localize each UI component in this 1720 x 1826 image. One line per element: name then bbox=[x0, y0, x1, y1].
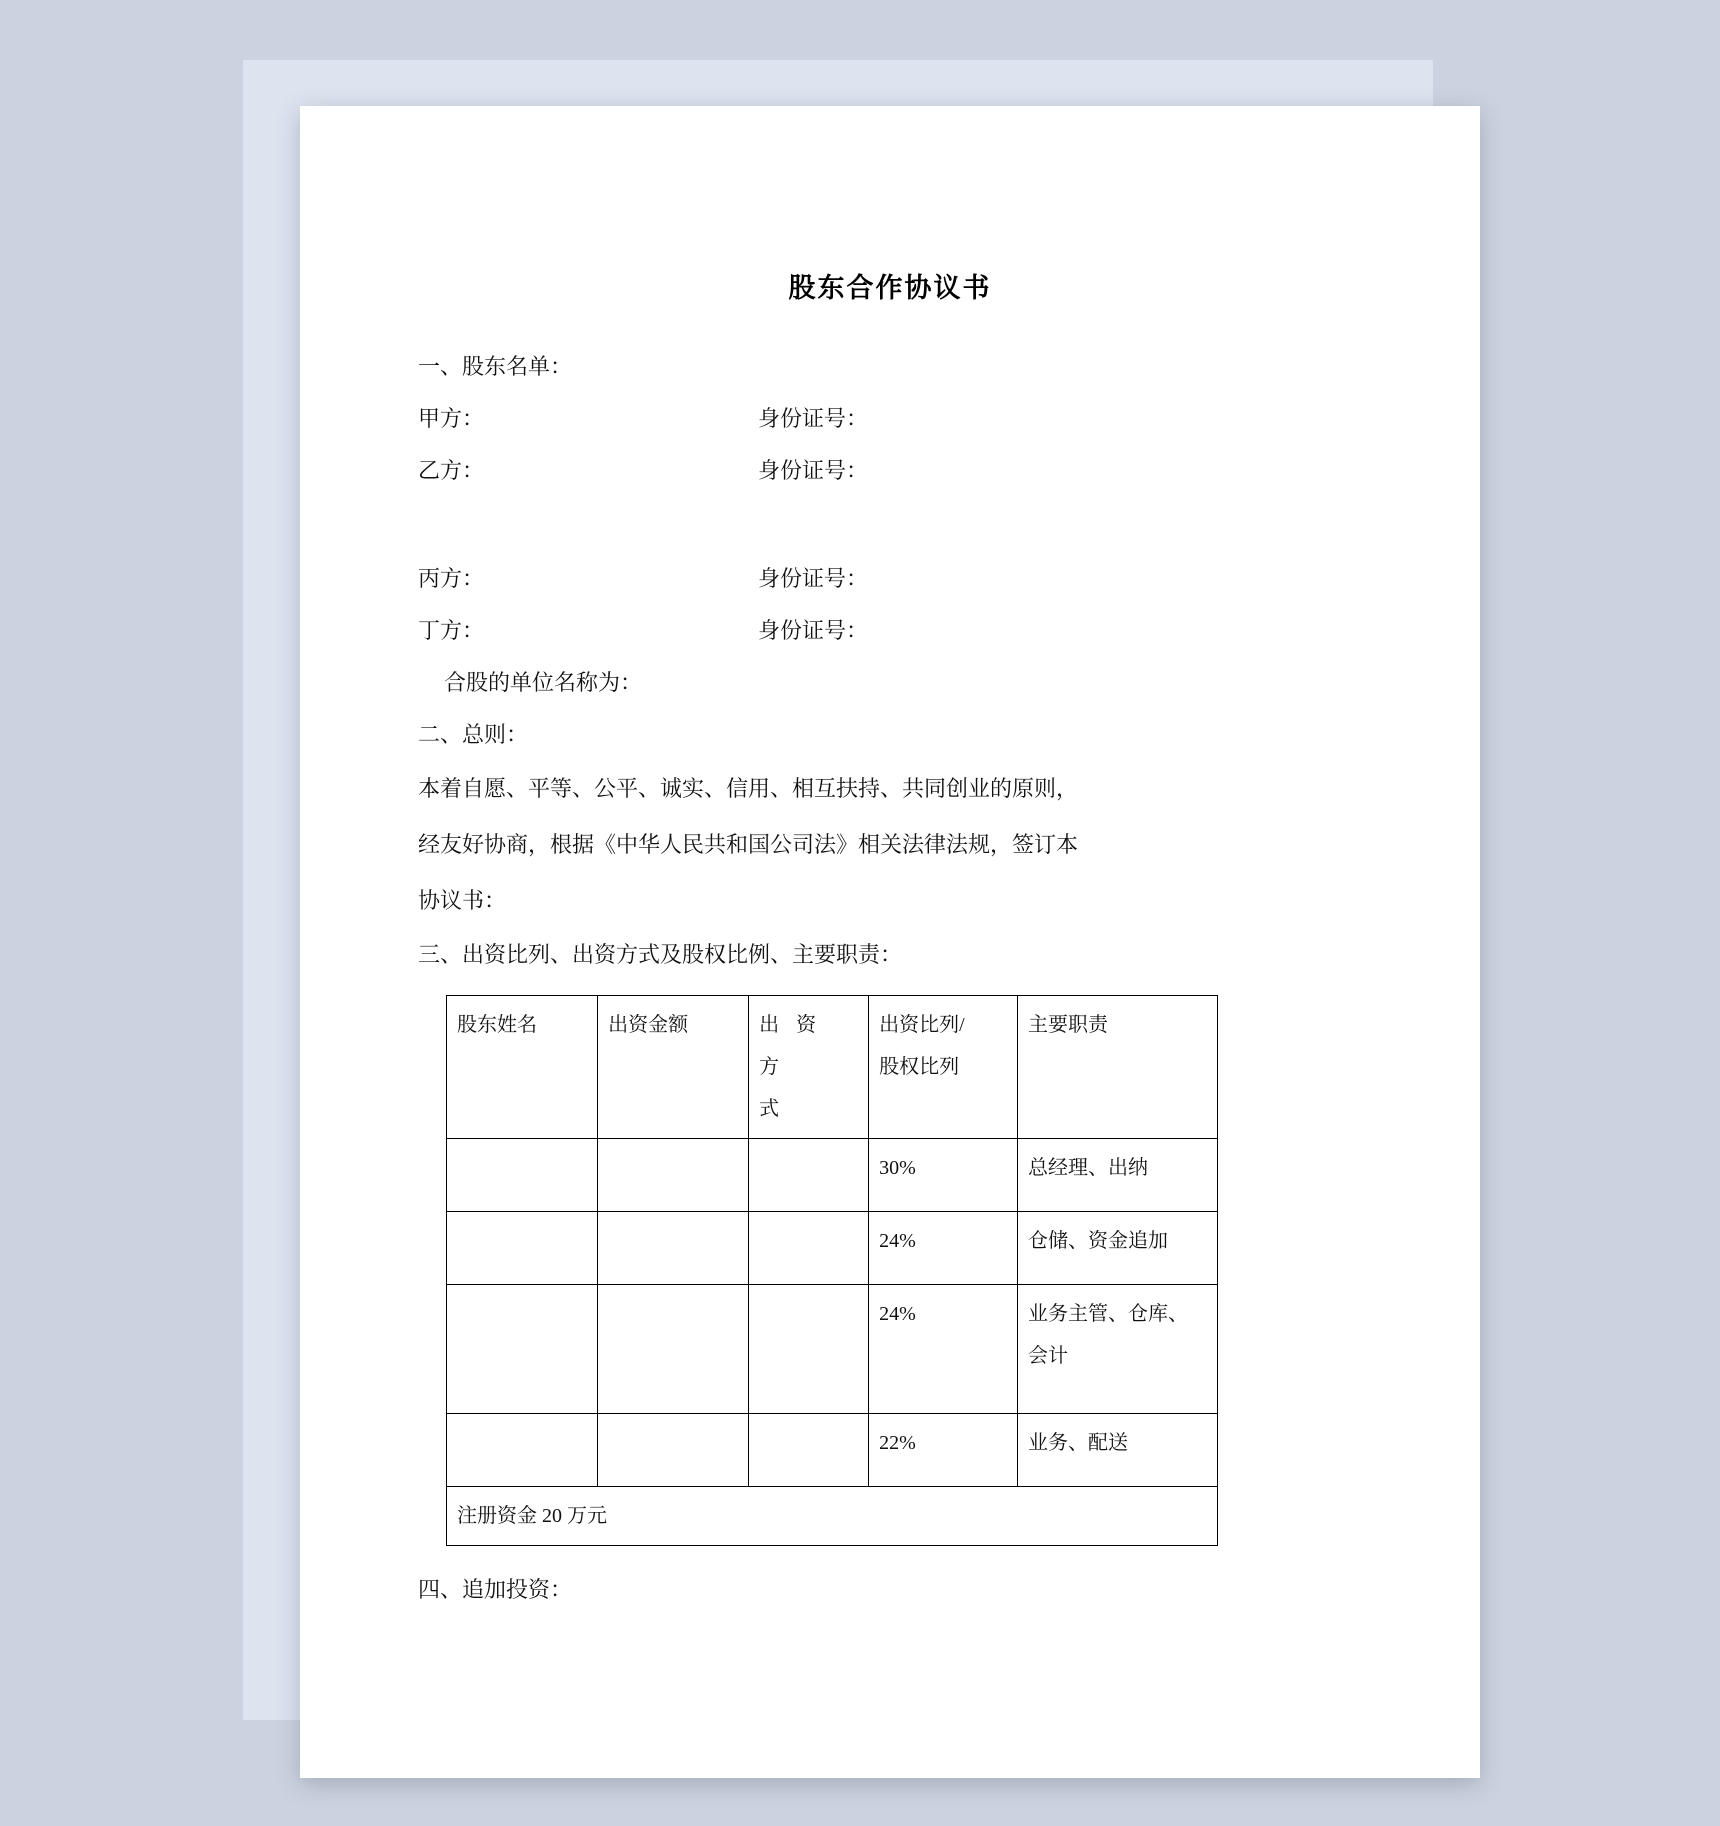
section-2-line-1: 本着自愿、平等、公平、诚实、信用、相互扶持、共同创业的原则， bbox=[418, 776, 1079, 801]
table-header-ratio bbox=[869, 996, 1018, 1139]
table-row bbox=[447, 1212, 1218, 1285]
section-2-body bbox=[418, 761, 1362, 929]
table-header-ratio-line2: 股权比列 bbox=[879, 1056, 960, 1078]
capital-table-wrapper bbox=[446, 995, 1362, 1546]
party-label-jia: 甲方： bbox=[418, 406, 485, 431]
section-2-line-3: 协议书： bbox=[418, 888, 507, 913]
section-2-heading: 二、总则： bbox=[418, 722, 529, 747]
cell-duty-1: 总经理、出纳 bbox=[1017, 1139, 1217, 1212]
party-label-ding: 丁方： bbox=[418, 618, 485, 643]
table-header-row bbox=[447, 996, 1218, 1139]
party-id-label-bing: 身份证号： bbox=[758, 566, 869, 591]
table-header-name: 股东姓名 bbox=[447, 996, 598, 1139]
party-label-bing: 丙方： bbox=[418, 566, 485, 591]
cell-ratio-3: 24% bbox=[869, 1285, 1018, 1414]
cell-name-2[interactable] bbox=[447, 1212, 598, 1285]
cell-name-3[interactable] bbox=[447, 1285, 598, 1414]
table-row bbox=[447, 1285, 1218, 1414]
cell-ratio-4: 22% bbox=[869, 1414, 1018, 1487]
cell-duty-2: 仓储、资金追加 bbox=[1017, 1212, 1217, 1285]
party-row-jia bbox=[418, 393, 1362, 445]
party-label-yi: 乙方： bbox=[418, 458, 485, 483]
cell-method-4[interactable] bbox=[749, 1414, 869, 1487]
table-header-method-line2: 式 bbox=[759, 1098, 780, 1120]
party-id-label-yi: 身份证号： bbox=[758, 458, 869, 483]
table-header-method bbox=[749, 996, 869, 1139]
table-header-ratio-line1: 出资比列/ bbox=[879, 1014, 965, 1036]
cell-name-4[interactable] bbox=[447, 1414, 598, 1487]
party-row-bing bbox=[418, 553, 1362, 605]
party-id-label-ding: 身份证号： bbox=[758, 618, 869, 643]
cell-amount-1[interactable] bbox=[598, 1139, 749, 1212]
cell-ratio-2: 24% bbox=[869, 1212, 1018, 1285]
blank-line-spacer bbox=[418, 497, 1362, 553]
cell-ratio-1: 30% bbox=[869, 1139, 1018, 1212]
document-page bbox=[300, 106, 1480, 1778]
cell-name-1[interactable] bbox=[447, 1139, 598, 1212]
party-id-label-jia: 身份证号： bbox=[758, 406, 869, 431]
cell-amount-3[interactable] bbox=[598, 1285, 749, 1414]
table-header-amount: 出资金额 bbox=[598, 996, 749, 1139]
page-title: 股东合作协议书 bbox=[788, 273, 992, 303]
cell-duty-4: 业务、配送 bbox=[1017, 1414, 1217, 1487]
capital-contribution-table bbox=[446, 995, 1218, 1546]
registered-capital-note: 注册资金 20 万元 bbox=[447, 1487, 1218, 1546]
table-header-method-line1: 出 资 方 bbox=[759, 1014, 823, 1078]
cell-method-2[interactable] bbox=[749, 1212, 869, 1285]
cell-amount-2[interactable] bbox=[598, 1212, 749, 1285]
section-2-line-2: 经友好协商，根据《中华人民共和国公司法》相关法律法规，签订本 bbox=[418, 832, 1079, 857]
cell-method-1[interactable] bbox=[749, 1139, 869, 1212]
table-footer-row bbox=[447, 1487, 1218, 1546]
cell-amount-4[interactable] bbox=[598, 1414, 749, 1487]
table-row bbox=[447, 1139, 1218, 1212]
table-row bbox=[447, 1414, 1218, 1487]
party-row-yi bbox=[418, 445, 1362, 497]
section-4-heading: 四、追加投资： bbox=[418, 1577, 573, 1602]
company-name-line: 合股的单位名称为： bbox=[444, 670, 643, 695]
cell-method-3[interactable] bbox=[749, 1285, 869, 1414]
table-header-duty: 主要职责 bbox=[1017, 996, 1217, 1139]
party-row-ding bbox=[418, 605, 1362, 657]
cell-duty-3: 业务主管、仓库、会计 bbox=[1017, 1285, 1217, 1414]
section-3-heading: 三、出资比列、出资方式及股权比例、主要职责： bbox=[418, 942, 903, 967]
section-1-heading: 一、股东名单： bbox=[418, 354, 573, 379]
